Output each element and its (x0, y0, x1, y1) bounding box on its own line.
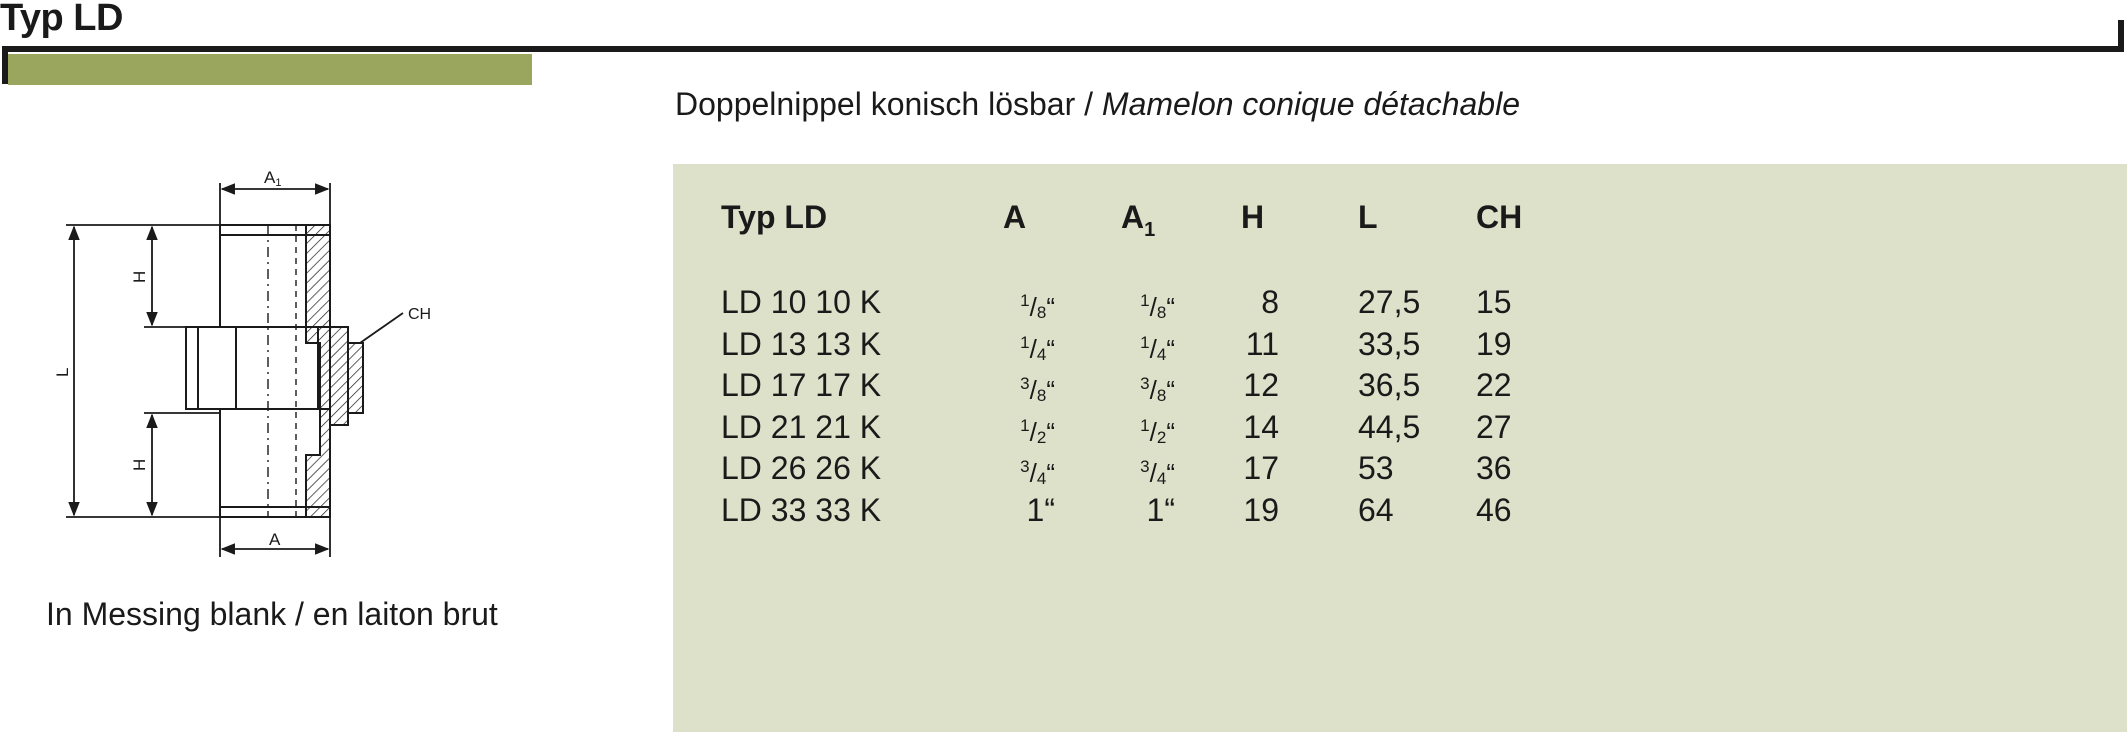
cell-typ: LD 33 33 K (721, 491, 882, 528)
dim-label-h-top: H (130, 270, 149, 283)
cell-a1: $^3/_4“$ (1140, 457, 1175, 488)
cell-a1: 1“ (1146, 491, 1175, 528)
cell-a: $^3/_4“$ (1020, 457, 1055, 488)
cell-a: $^1/_8“$ (1020, 291, 1055, 322)
cell-typ: LD 13 13 K (721, 325, 882, 362)
product-description (675, 86, 1520, 123)
header-l: L (1358, 199, 1378, 235)
header-ch: CH (1476, 199, 1523, 235)
header-rule-right-tick (2118, 20, 2124, 52)
cell-a1: $^3/_8“$ (1140, 374, 1175, 405)
cell-l: 33,5 (1358, 325, 1421, 362)
cell-h: 12 (1243, 367, 1279, 403)
cell-ch: 19 (1476, 325, 1512, 362)
cell-a1: $^1/_4“$ (1140, 332, 1175, 364)
cell-a: $^1/_2“$ (1020, 415, 1055, 447)
cell-a1: $^1/_8“$ (1140, 291, 1175, 322)
cell-ch: 46 (1476, 491, 1512, 528)
accent-bar (8, 54, 532, 85)
header-a: A (1003, 199, 1027, 235)
material-caption: In Messing blank / en laiton brut (46, 596, 498, 632)
cell-ch: 36 (1476, 450, 1512, 486)
dim-label-l: L (53, 367, 72, 377)
description-fr: Mamelon conique détachable (1101, 86, 1520, 122)
cell-h: 14 (1243, 408, 1279, 445)
cell-a: $^3/_8“$ (1020, 374, 1055, 405)
description-separator: / (1075, 86, 1102, 122)
page-title: Typ LD (0, 0, 123, 39)
fitting-technical-drawing (48, 165, 488, 565)
header-rule (2, 46, 2122, 52)
cell-h: 17 (1243, 450, 1279, 486)
dimensions-table (673, 164, 2127, 732)
cell-typ: LD 21 21 K (721, 408, 882, 445)
cell-ch: 15 (1476, 284, 1512, 320)
cell-l: 53 (1358, 450, 1394, 486)
cell-a1: $^1/_2“$ (1140, 415, 1175, 447)
cell-typ: LD 10 10 K (721, 284, 882, 320)
cell-h: 8 (1261, 284, 1279, 320)
dim-label-h-bottom: H (130, 458, 149, 471)
header-a1: $A_1$ (1121, 199, 1156, 241)
cell-ch: 27 (1476, 408, 1512, 445)
dim-label-a: A (269, 530, 281, 549)
cell-l: 64 (1358, 491, 1394, 528)
cell-typ: LD 26 26 K (721, 450, 882, 486)
cell-l: 27,5 (1358, 284, 1421, 320)
header-typ: Typ LD (721, 199, 828, 235)
description-de: Doppelnippel konisch lösbar (675, 86, 1076, 122)
cell-h: 19 (1243, 491, 1279, 528)
dim-label-a1: A1 (264, 168, 282, 189)
dim-label-ch: CH (408, 306, 432, 323)
cell-a: 1“ (1026, 491, 1055, 528)
cell-ch: 22 (1476, 367, 1512, 403)
cell-l: 44,5 (1358, 408, 1421, 445)
cell-a: $^1/_4“$ (1020, 332, 1055, 364)
cell-h: 11 (1245, 325, 1279, 362)
header-h: H (1241, 199, 1265, 235)
cell-l: 36,5 (1358, 367, 1421, 403)
cell-typ: LD 17 17 K (721, 367, 882, 403)
